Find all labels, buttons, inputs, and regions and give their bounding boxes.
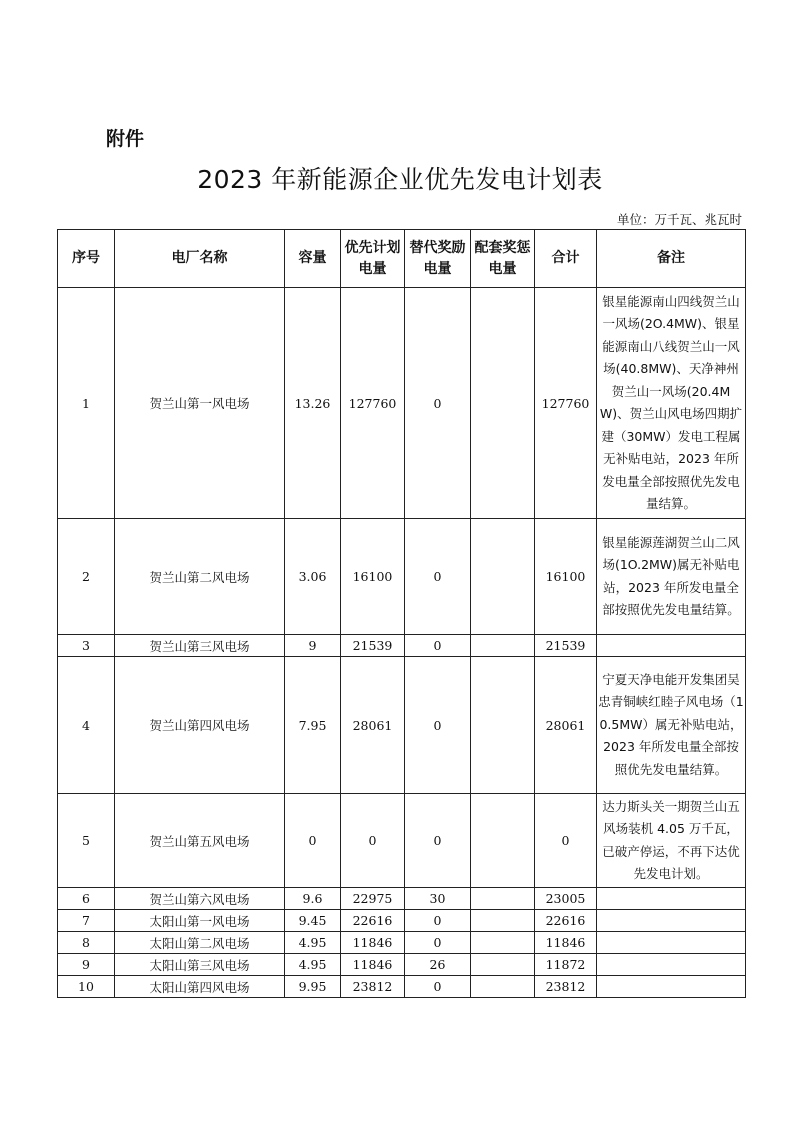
table-row bbox=[58, 888, 746, 910]
cell-substitute: 26 bbox=[405, 954, 471, 976]
cell-capacity: 4.95 bbox=[285, 932, 341, 954]
cell-priority: 11846 bbox=[341, 954, 405, 976]
cell-priority: 127760 bbox=[341, 288, 405, 519]
cell-supporting bbox=[471, 954, 535, 976]
cell-substitute: 0 bbox=[405, 794, 471, 888]
cell-priority: 28061 bbox=[341, 657, 405, 794]
cell-plant-name: 贺兰山第五风电场 bbox=[115, 794, 285, 888]
cell-remarks: 达力斯头关一期贺兰山五风场装机 4.05 万千瓦，已破产停运，不再下达优先发电计划。 bbox=[597, 794, 746, 888]
cell-plant-name: 贺兰山第二风电场 bbox=[115, 519, 285, 635]
cell-substitute: 0 bbox=[405, 635, 471, 657]
cell-remarks bbox=[597, 976, 746, 998]
cell-capacity: 13.26 bbox=[285, 288, 341, 519]
header-plant-name: 电厂名称 bbox=[115, 230, 285, 288]
cell-supporting bbox=[471, 888, 535, 910]
priority-generation-table bbox=[57, 229, 746, 998]
cell-supporting bbox=[471, 976, 535, 998]
cell-total: 23005 bbox=[535, 888, 597, 910]
header-total: 合计 bbox=[535, 230, 597, 288]
table-row bbox=[58, 519, 746, 635]
cell-supporting bbox=[471, 288, 535, 519]
unit-label: 单位：万千瓦、兆瓦时 bbox=[616, 212, 742, 227]
cell-substitute: 0 bbox=[405, 932, 471, 954]
cell-substitute: 0 bbox=[405, 976, 471, 998]
cell-total: 23812 bbox=[535, 976, 597, 998]
cell-priority: 11846 bbox=[341, 932, 405, 954]
cell-supporting bbox=[471, 910, 535, 932]
cell-total: 21539 bbox=[535, 635, 597, 657]
cell-remarks bbox=[597, 954, 746, 976]
cell-capacity: 9 bbox=[285, 635, 341, 657]
cell-remarks bbox=[597, 635, 746, 657]
cell-no: 2 bbox=[58, 519, 115, 635]
cell-capacity: 0 bbox=[285, 794, 341, 888]
table-row bbox=[58, 288, 746, 519]
table-row bbox=[58, 635, 746, 657]
cell-substitute: 0 bbox=[405, 910, 471, 932]
cell-capacity: 3.06 bbox=[285, 519, 341, 635]
cell-plant-name: 贺兰山第一风电场 bbox=[115, 288, 285, 519]
cell-substitute: 30 bbox=[405, 888, 471, 910]
cell-capacity: 9.45 bbox=[285, 910, 341, 932]
header-priority-plan: 优先计划电量 bbox=[341, 230, 405, 288]
table-row bbox=[58, 794, 746, 888]
cell-remarks: 银星能源南山四线贺兰山一风场(2O.4MW)、银星能源南山八线贺兰山一风场(40.8MW)、天净神州贺兰山一风场(20.4MW)、贺兰山风电场四期扩建（30MW）发电工程属无补贴电站，2023 年所发电量全部按照优先发电量结算。 bbox=[597, 288, 746, 519]
cell-no: 3 bbox=[58, 635, 115, 657]
cell-total: 127760 bbox=[535, 288, 597, 519]
cell-plant-name: 太阳山第三风电场 bbox=[115, 954, 285, 976]
cell-no: 1 bbox=[58, 288, 115, 519]
cell-priority: 23812 bbox=[341, 976, 405, 998]
cell-total: 0 bbox=[535, 794, 597, 888]
table-row bbox=[58, 954, 746, 976]
table-row bbox=[58, 657, 746, 794]
cell-total: 22616 bbox=[535, 910, 597, 932]
cell-supporting bbox=[471, 657, 535, 794]
document-title: 2023 年新能源企业优先发电计划表 bbox=[197, 165, 603, 194]
cell-priority: 16100 bbox=[341, 519, 405, 635]
attachment-label: 附件 bbox=[106, 128, 145, 150]
cell-total: 16100 bbox=[535, 519, 597, 635]
cell-remarks: 宁夏天净电能开发集团吴忠青铜峡红睦子风电场（10.5MW）属无补贴电站，2023 年所发电量全部按照优先发电量结算。 bbox=[597, 657, 746, 794]
cell-priority: 21539 bbox=[341, 635, 405, 657]
cell-capacity: 9.95 bbox=[285, 976, 341, 998]
header-row bbox=[58, 230, 746, 288]
header-substitute-reward: 替代奖励电量 bbox=[405, 230, 471, 288]
cell-remarks: 银星能源莲湖贺兰山二风场(1O.2MW)属无补贴电站，2023 年所发电量全部按照优先发电量结算。 bbox=[597, 519, 746, 635]
header-supporting-reward: 配套奖惩电量 bbox=[471, 230, 535, 288]
cell-plant-name: 太阳山第二风电场 bbox=[115, 932, 285, 954]
cell-no: 9 bbox=[58, 954, 115, 976]
header-remarks: 备注 bbox=[597, 230, 746, 288]
cell-substitute: 0 bbox=[405, 657, 471, 794]
header-no: 序号 bbox=[58, 230, 115, 288]
cell-remarks bbox=[597, 888, 746, 910]
cell-substitute: 0 bbox=[405, 288, 471, 519]
cell-priority: 22616 bbox=[341, 910, 405, 932]
cell-capacity: 4.95 bbox=[285, 954, 341, 976]
cell-priority: 22975 bbox=[341, 888, 405, 910]
header-capacity: 容量 bbox=[285, 230, 341, 288]
cell-plant-name: 太阳山第一风电场 bbox=[115, 910, 285, 932]
cell-plant-name: 贺兰山第六风电场 bbox=[115, 888, 285, 910]
cell-supporting bbox=[471, 635, 535, 657]
cell-priority: 0 bbox=[341, 794, 405, 888]
cell-total: 28061 bbox=[535, 657, 597, 794]
cell-plant-name: 贺兰山第三风电场 bbox=[115, 635, 285, 657]
cell-no: 4 bbox=[58, 657, 115, 794]
cell-no: 7 bbox=[58, 910, 115, 932]
cell-remarks bbox=[597, 932, 746, 954]
table-row bbox=[58, 932, 746, 954]
table-row bbox=[58, 910, 746, 932]
cell-capacity: 7.95 bbox=[285, 657, 341, 794]
cell-no: 10 bbox=[58, 976, 115, 998]
table-row bbox=[58, 976, 746, 998]
cell-no: 8 bbox=[58, 932, 115, 954]
cell-no: 6 bbox=[58, 888, 115, 910]
cell-plant-name: 贺兰山第四风电场 bbox=[115, 657, 285, 794]
cell-substitute: 0 bbox=[405, 519, 471, 635]
cell-capacity: 9.6 bbox=[285, 888, 341, 910]
cell-supporting bbox=[471, 519, 535, 635]
cell-supporting bbox=[471, 794, 535, 888]
cell-plant-name: 太阳山第四风电场 bbox=[115, 976, 285, 998]
cell-total: 11846 bbox=[535, 932, 597, 954]
cell-total: 11872 bbox=[535, 954, 597, 976]
cell-remarks bbox=[597, 910, 746, 932]
cell-no: 5 bbox=[58, 794, 115, 888]
cell-supporting bbox=[471, 932, 535, 954]
